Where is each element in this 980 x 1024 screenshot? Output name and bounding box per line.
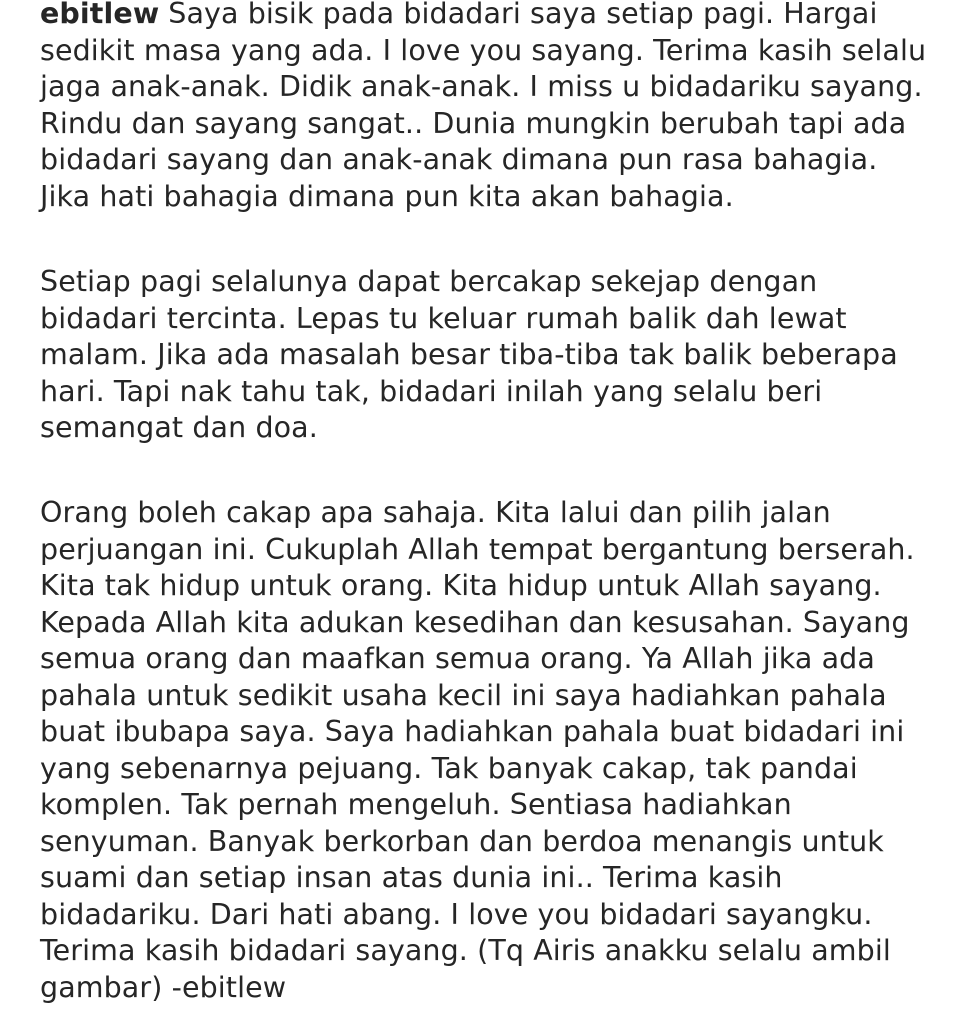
caption-line: semua orang dan maafkan semua orang. Ya Allah jika ada (40, 642, 875, 675)
caption-line: komplen. Tak pernah mengeluh. Sentiasa hadiahkan (40, 788, 792, 821)
caption-line: bidadari tercinta. Lepas tu keluar rumah balik dah lewat (40, 301, 847, 335)
caption-line: yang sebenarnya pejuang. Tak banyak cakap, tak pandai (40, 751, 858, 785)
caption-line: semangat dan doa. (40, 411, 318, 444)
caption-line: malam. Jika ada masalah besar tiba-tiba tak balik beberapa (40, 338, 898, 371)
caption-line: Orang boleh cakap apa sahaja. Kita lalui dan pilih jalan (40, 496, 831, 529)
username-link[interactable]: ebitlew (40, 0, 160, 30)
caption-line: sedikit masa yang ada. I love you sayang. Terima kasih selalu (40, 33, 927, 67)
caption-line: Jika hati bahagia dimana pun kita akan bahagia. (40, 179, 734, 213)
caption-line: bidadariku. Dari hati abang. I love you bidadari sayangku. (40, 897, 873, 931)
caption-line: hari. Tapi nak tahu tak, bidadari inilah yang selalu beri (40, 374, 823, 408)
caption-line: Rindu dan sayang sangat.. Dunia mungkin berubah tapi ada (40, 106, 907, 140)
caption-line (40, 0, 926, 33)
caption-line: perjuangan ini. Cukuplah Allah tempat bergantung berserah. (40, 532, 915, 566)
caption-text: Saya bisik pada bidadari saya setiap pagi. Hargai (168, 0, 878, 30)
caption-line: Kita tak hidup untuk orang. Kita hidup untuk Allah sayang. (40, 569, 882, 602)
caption-line: pahala untuk sedikit usaha kecil ini saya hadiahkan pahala (40, 678, 887, 712)
caption-paragraph-1 (40, 0, 926, 215)
caption-line: Setiap pagi selalunya dapat bercakap sekejap dengan (40, 265, 818, 298)
caption-line: gambar) -ebitlew (40, 970, 287, 1004)
caption-paragraph-2 (40, 264, 898, 447)
caption-line: buat ibubapa saya. Saya hadiahkan pahala buat bidadari ini (40, 715, 905, 748)
caption-line: bidadari sayang dan anak-anak dimana pun rasa bahagia. (40, 143, 878, 176)
caption-line: senyuman. Banyak berkorban dan berdoa menangis untuk (40, 824, 884, 858)
caption-line: jaga anak-anak. Didik anak-anak. I miss u bidadariku sayang. (40, 70, 923, 103)
caption-line: Terima kasih bidadari sayang. (Tq Airis anakku selalu ambil (40, 934, 891, 967)
caption-line: suami dan setiap insan atas dunia ini.. Terima kasih (40, 861, 783, 894)
caption-line: Kepada Allah kita adukan kesedihan dan kesusahan. Sayang (40, 605, 910, 639)
caption-paragraph-3 (40, 495, 915, 1006)
